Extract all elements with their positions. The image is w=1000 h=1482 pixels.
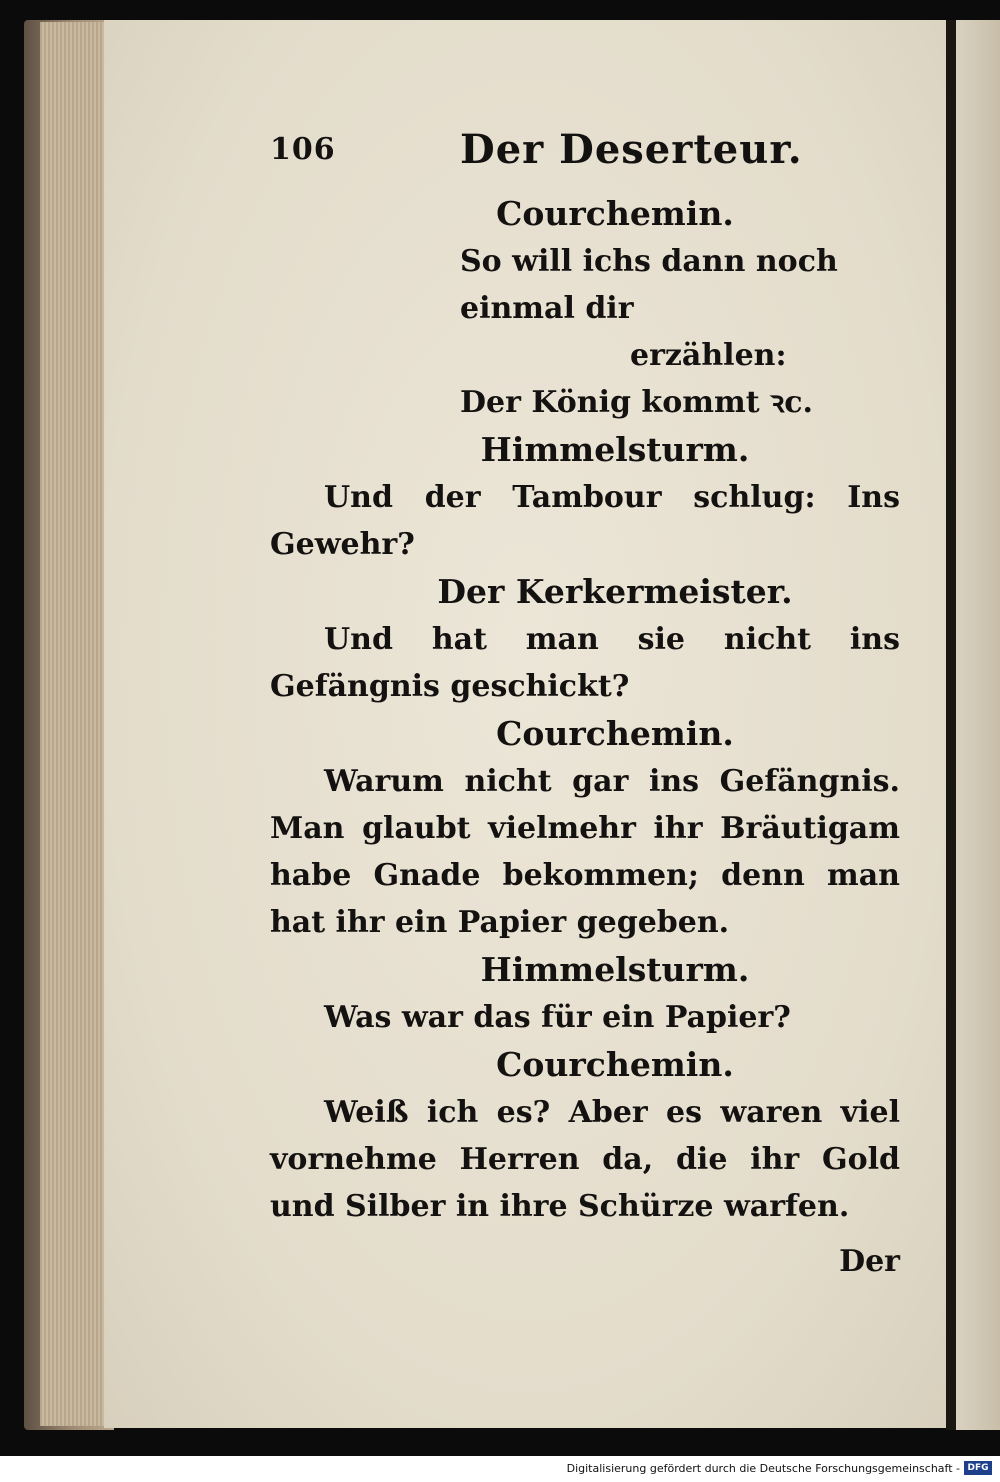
page-number: 106: [270, 132, 336, 167]
running-title: Der Deserteur.: [460, 126, 803, 173]
verse-line: Der König kommt ꝛc.: [460, 385, 813, 420]
speech-text: Und hat man sie nicht ins Gefängnis geschickt?: [270, 622, 900, 704]
digitization-credit: Digitalisierung gefördert durch die Deutsche Forschungsgemeinschaft -: [566, 1462, 960, 1475]
facing-page-edge: [956, 20, 1000, 1430]
speaker-name: Der Kerkermeister.: [437, 572, 793, 611]
verse-line: So will ichs dann noch einmal dir: [460, 244, 838, 326]
page-header: [270, 120, 900, 190]
catchword: Der: [839, 1244, 900, 1279]
footer-bar: [0, 1456, 1000, 1482]
speaker-name: Himmelsturm.: [480, 430, 750, 469]
text-block: [270, 120, 900, 1285]
speaker-name: Courchemin.: [496, 194, 734, 233]
speaker-name: Courchemin.: [496, 714, 734, 753]
speaker-name: Himmelsturm.: [480, 950, 750, 989]
speech-text: Was war das für ein Papier?: [324, 1000, 791, 1035]
dfg-logo: DFG: [964, 1461, 992, 1475]
speech-text: Und der Tambour schlug: Ins Gewehr?: [270, 480, 900, 562]
speech-text: Warum nicht gar ins Gefängnis. Man glaubt vielmehr ihr Bräutigam habe Gnade bekommen; denn man hat ihr ein Papier gegeben.: [270, 764, 900, 940]
page-stack: [40, 22, 105, 1426]
speaker-name: Courchemin.: [496, 1045, 734, 1084]
verse-line: erzählen:: [630, 338, 787, 373]
speech-text: Weiß ich es? Aber es waren viel vornehme Herren da, die ihr Gold und Silber in ihre Schürze warfen.: [270, 1095, 900, 1224]
